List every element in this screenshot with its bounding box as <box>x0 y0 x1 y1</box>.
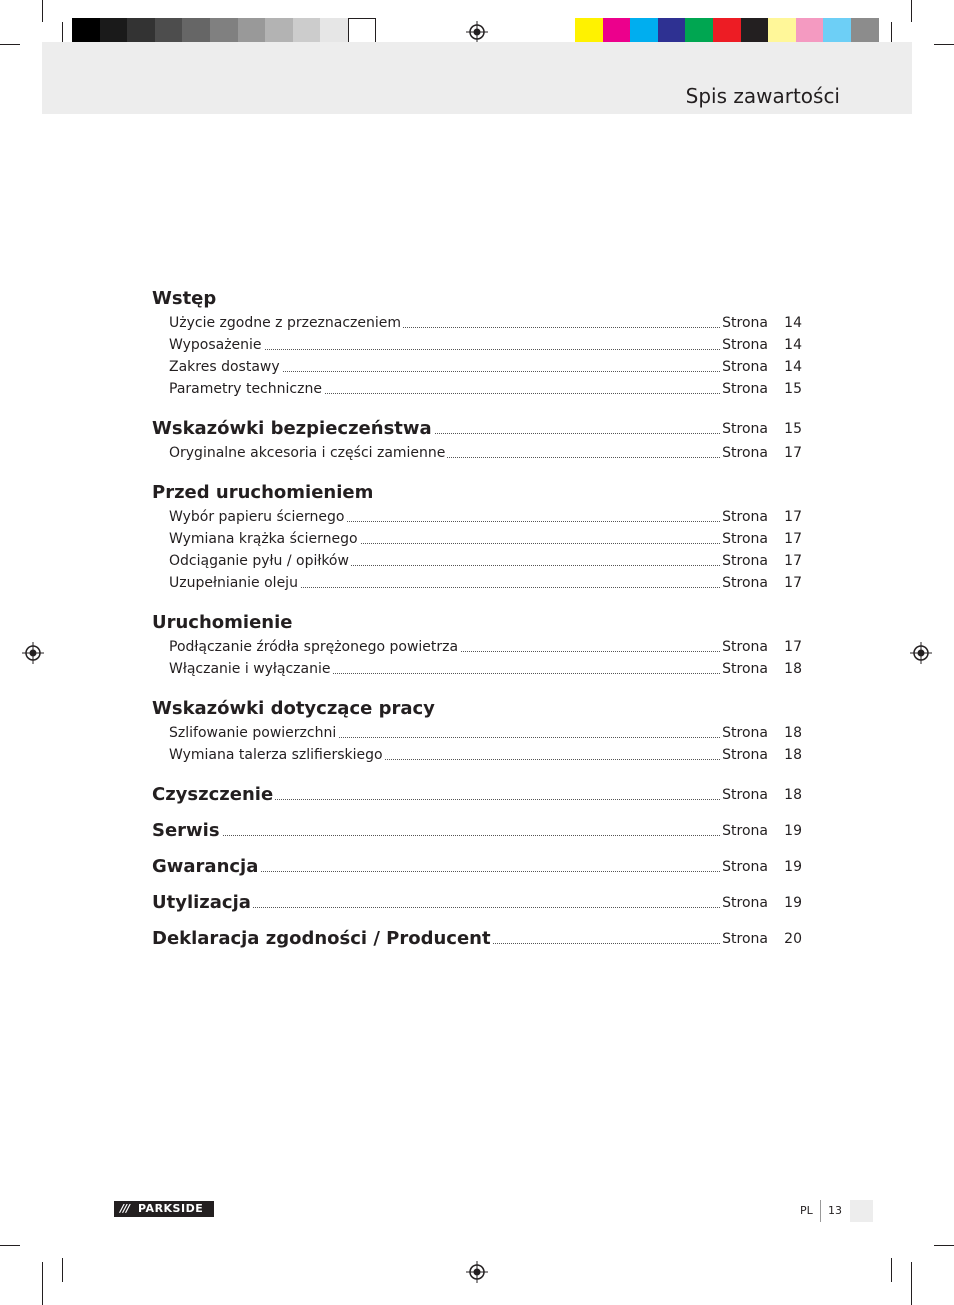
toc-strona-label: Strona <box>720 782 768 808</box>
crop-mark <box>42 1262 43 1305</box>
toc-gap <box>152 400 802 416</box>
toc-section-title: Wskazówki bezpieczeństwa <box>152 416 434 442</box>
footer-language: PL <box>800 1204 813 1217</box>
toc-page-number: 14 <box>784 359 802 375</box>
toc-item-label: Użycie zgodne z przeznaczeniem <box>169 312 403 334</box>
crop-mark <box>0 1245 20 1246</box>
logo-slashes: /// <box>120 1202 130 1215</box>
parkside-logo <box>114 1201 214 1217</box>
toc-item-label: Oryginalne akcesoria i części zamienne <box>169 442 447 464</box>
toc-page-number: 15 <box>784 421 802 437</box>
crop-mark <box>934 1245 954 1246</box>
toc-item-label: Wybór papieru ściernego <box>169 506 346 528</box>
registration-mark-icon <box>466 21 488 43</box>
toc-page-number: 20 <box>784 931 802 947</box>
toc-item-row <box>152 312 802 334</box>
crop-mark <box>911 1262 912 1305</box>
toc-page-number: 17 <box>784 553 802 569</box>
toc-item-row <box>152 528 802 550</box>
toc-page-number: 18 <box>784 787 802 803</box>
toc-page-number: 14 <box>784 315 802 331</box>
toc-gap <box>152 844 802 854</box>
toc-item-label: Wymiana talerza szlifierskiego <box>169 744 385 766</box>
logo-text: PARKSIDE <box>138 1202 204 1215</box>
footer-page-number: 13 <box>828 1204 842 1217</box>
toc-strona-label: Strona <box>720 722 768 744</box>
toc-section-row <box>152 926 802 952</box>
toc-strona-label: Strona <box>720 854 768 880</box>
crop-mark <box>934 44 954 45</box>
page-title: Spis zawartości <box>685 84 840 108</box>
toc-item-row <box>152 378 802 400</box>
toc-item-row <box>152 744 802 766</box>
toc-item-row <box>152 334 802 356</box>
toc-page-number: 18 <box>784 747 802 763</box>
toc-page-number: 19 <box>784 859 802 875</box>
toc-item-row <box>152 658 802 680</box>
toc-strona-label: Strona <box>720 572 768 594</box>
toc-section-row <box>152 890 802 916</box>
toc-section-row <box>152 854 802 880</box>
toc-page-number: 18 <box>784 661 802 677</box>
toc-strona-label: Strona <box>720 636 768 658</box>
toc-item-label: Włączanie i wyłączanie <box>169 658 333 680</box>
table-of-contents <box>152 286 802 952</box>
toc-item-row <box>152 550 802 572</box>
toc-strona-label: Strona <box>720 926 768 952</box>
toc-item-row <box>152 506 802 528</box>
toc-gap <box>152 766 802 782</box>
toc-item-label: Szlifowanie powierzchni <box>169 722 338 744</box>
toc-strona-label: Strona <box>720 356 768 378</box>
toc-item-row <box>152 356 802 378</box>
toc-page-number: 17 <box>784 531 802 547</box>
toc-section-row <box>152 416 802 442</box>
toc-item-label: Parametry techniczne <box>169 378 324 400</box>
footer-tab <box>850 1200 873 1222</box>
toc-gap <box>152 916 802 926</box>
toc-page-number: 15 <box>784 381 802 397</box>
toc-strona-label: Strona <box>720 334 768 356</box>
toc-item-row <box>152 442 802 464</box>
toc-item-row <box>152 572 802 594</box>
toc-gap <box>152 594 802 610</box>
toc-page-number: 17 <box>784 575 802 591</box>
toc-strona-label: Strona <box>720 744 768 766</box>
toc-strona-label: Strona <box>720 312 768 334</box>
toc-page-number: 17 <box>784 509 802 525</box>
toc-item-label: Zakres dostawy <box>169 356 282 378</box>
toc-section-title: Serwis <box>152 818 222 844</box>
toc-gap <box>152 464 802 480</box>
toc-page-number: 19 <box>784 823 802 839</box>
crop-mark <box>891 1258 892 1282</box>
toc-strona-label: Strona <box>720 890 768 916</box>
registration-mark-icon <box>910 642 932 664</box>
toc-strona-label: Strona <box>720 416 768 442</box>
toc-page-number: 18 <box>784 725 802 741</box>
toc-item-label: Wyposażenie <box>169 334 264 356</box>
toc-item-row <box>152 722 802 744</box>
toc-section-row <box>152 818 802 844</box>
toc-strona-label: Strona <box>720 550 768 572</box>
crop-mark <box>62 1258 63 1282</box>
toc-strona-label: Strona <box>720 506 768 528</box>
crop-mark <box>42 0 43 22</box>
toc-strona-label: Strona <box>720 528 768 550</box>
crop-mark <box>0 44 20 45</box>
footer-divider <box>820 1200 821 1222</box>
crop-mark <box>911 0 912 22</box>
toc-leader-dots <box>152 835 722 836</box>
toc-section-title: Przed uruchomieniem <box>152 482 374 503</box>
toc-section-title: Czyszczenie <box>152 782 275 808</box>
registration-mark-icon <box>466 1261 488 1283</box>
toc-item-label: Podłączanie źródła sprężonego powietrza <box>169 636 460 658</box>
toc-section-title: Utylizacja <box>152 890 253 916</box>
toc-strona-label: Strona <box>720 442 768 464</box>
toc-item-row <box>152 636 802 658</box>
toc-section-title: Uruchomienie <box>152 612 293 633</box>
registration-mark-icon <box>22 642 44 664</box>
toc-strona-label: Strona <box>720 378 768 400</box>
toc-section-title: Wskazówki dotyczące pracy <box>152 698 435 719</box>
toc-item-label: Odciąganie pyłu / opiłków <box>169 550 351 572</box>
toc-gap <box>152 808 802 818</box>
toc-gap <box>152 880 802 890</box>
toc-page-number: 14 <box>784 337 802 353</box>
toc-item-label: Uzupełnianie oleju <box>169 572 300 594</box>
toc-section-title: Gwarancja <box>152 854 260 880</box>
toc-item-label: Wymiana krążka ściernego <box>169 528 360 550</box>
toc-strona-label: Strona <box>720 818 768 844</box>
toc-section-row <box>152 782 802 808</box>
toc-gap <box>152 680 802 696</box>
toc-page-number: 19 <box>784 895 802 911</box>
toc-section-title: Wstęp <box>152 288 217 309</box>
toc-section-title: Deklaracja zgodności / Producent <box>152 926 493 952</box>
toc-page-number: 17 <box>784 445 802 461</box>
toc-strona-label: Strona <box>720 658 768 680</box>
toc-page-number: 17 <box>784 639 802 655</box>
